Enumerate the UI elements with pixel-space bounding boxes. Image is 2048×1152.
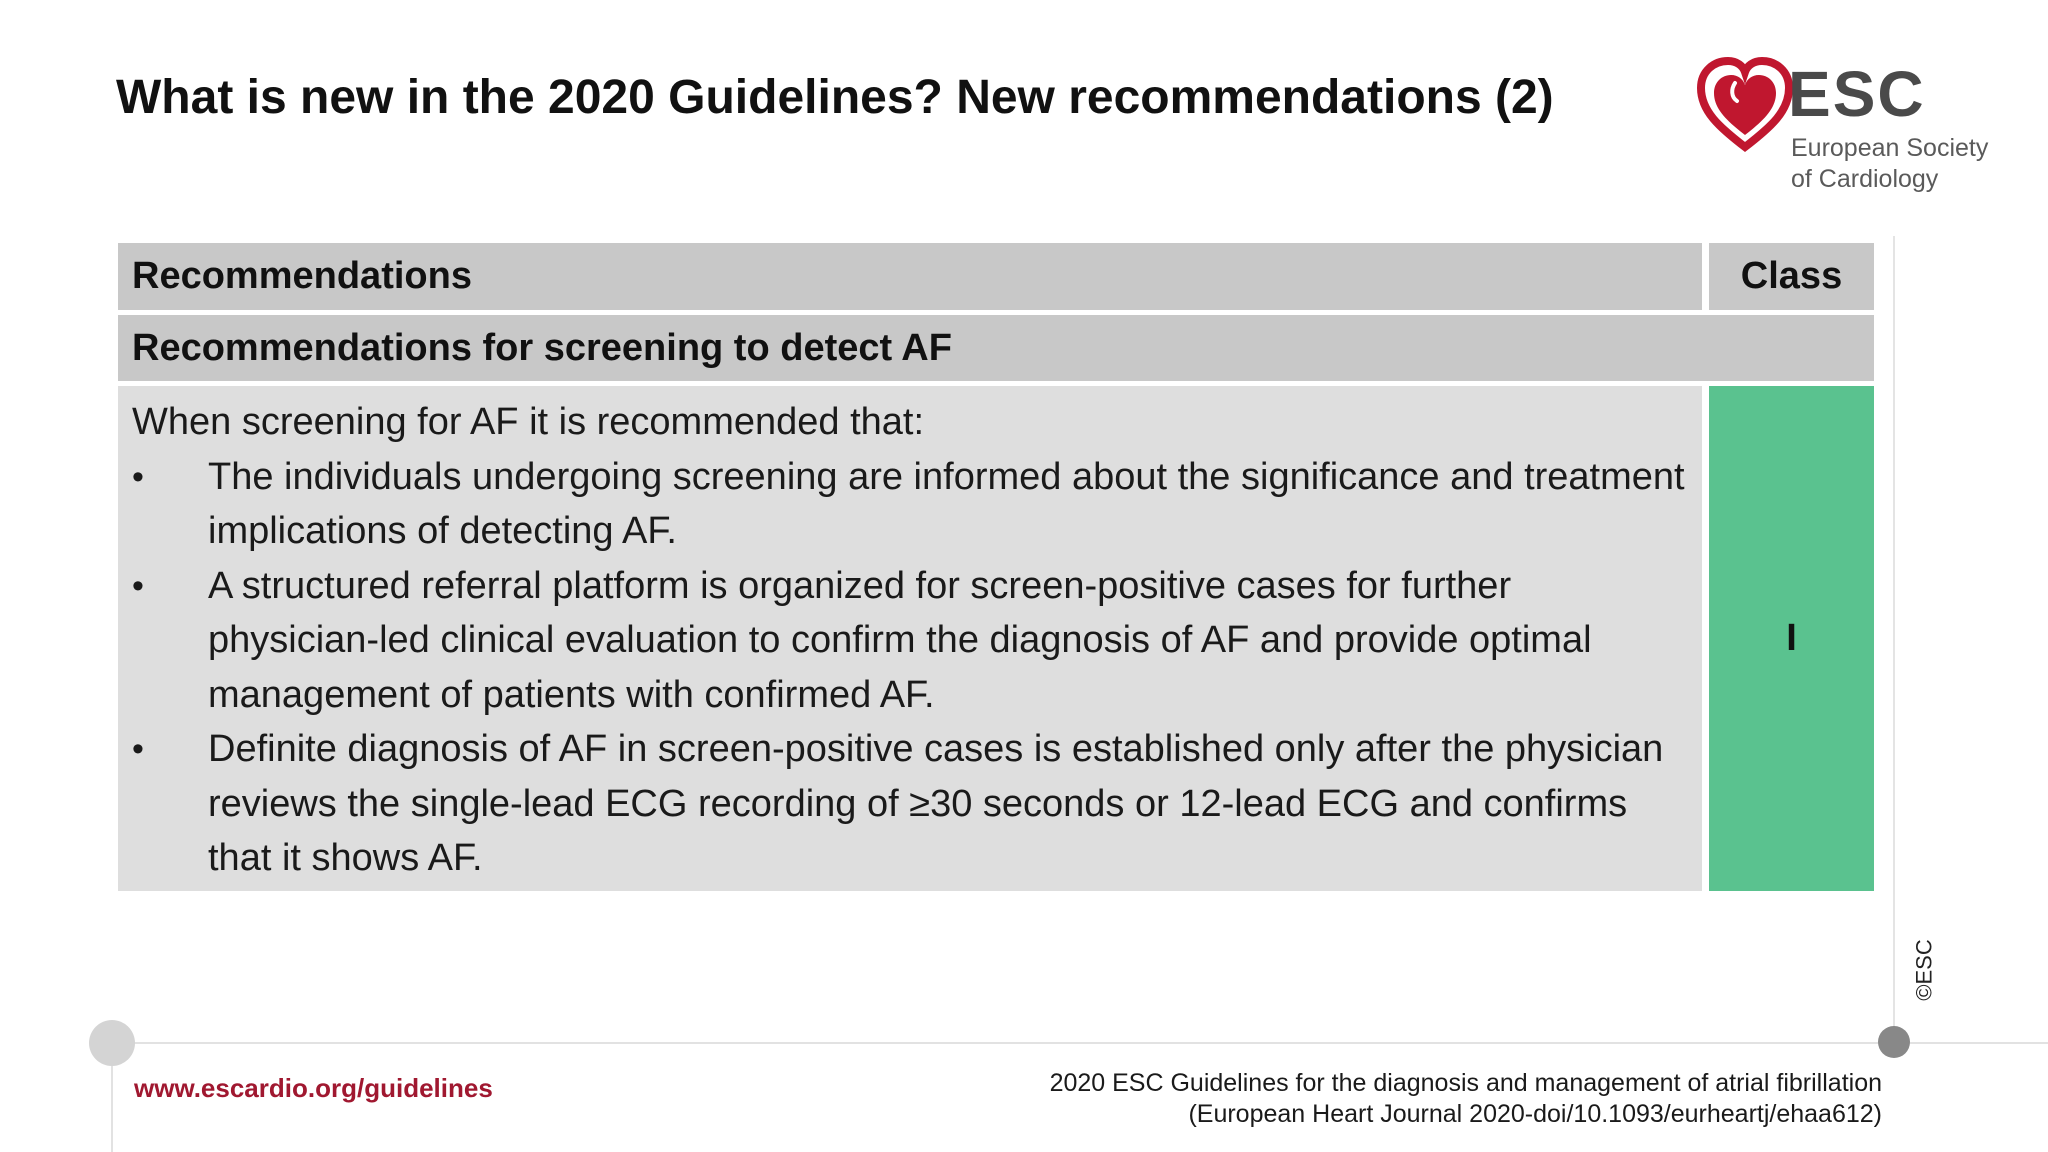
logo-text: ESC: [1788, 58, 1926, 130]
reference-line1: 2020 ESC Guidelines for the diagnosis and management of atrial fibrillation: [1049, 1069, 1882, 1097]
footer-divider: [112, 1042, 2048, 1044]
logo-subtitle-line1: European Society: [1791, 134, 1989, 162]
heart-logo-icon: [1695, 55, 1795, 155]
footer-circle-left: [89, 1020, 135, 1066]
slide-title: What is new in the 2020 Guidelines? New recommendations (2): [116, 71, 1554, 124]
bullet-icon: •: [132, 566, 144, 605]
bullet-text: Definite diagnosis of AF in screen-positive cases is established only after the physician reviews the single-lead ECG recording of ≥30 seconds or 12-lead ECG and confirms that it shows AF.: [208, 728, 1664, 879]
side-divider: [1893, 236, 1895, 1041]
header-class: Class: [1709, 243, 1874, 310]
class-badge: I: [1709, 386, 1874, 891]
copyright-notice: [1880, 930, 1970, 1010]
bullet-icon: •: [132, 457, 144, 496]
bullet-text: The individuals undergoing screening are informed about the significance and treatment implications of detecting AF.: [208, 455, 1685, 552]
bullet-text: A structured referral platform is organized for screen-positive cases for further physician-led clinical evaluation to confirm the diagnosis of AF and provide optimal management of patients with confirmed AF.: [208, 564, 1592, 716]
footer-reference: [1050, 1068, 1882, 1130]
recommendation-bullets: [132, 450, 1688, 886]
reference-line2: (European Heart Journal 2020-doi/10.1093/eurheartj/ehaa612): [1188, 1100, 1882, 1128]
logo-subtitle-line2: of Cardiology: [1791, 165, 1939, 193]
logo-subtitle: [1791, 133, 1988, 195]
esc-logo: [1695, 55, 1989, 205]
footer-circle-right: [1878, 1026, 1910, 1058]
recommendation-text-cell: [118, 386, 1702, 891]
bullet-item: [132, 722, 1688, 886]
copyright-text: ©ESC: [1911, 939, 1937, 1001]
bullet-item: [132, 450, 1688, 559]
section-title: Recommendations for screening to detect AF: [118, 315, 1874, 381]
bullet-icon: •: [132, 730, 144, 768]
recommendation-intro: When screening for AF it is recommended that:: [132, 401, 925, 443]
guidelines-link[interactable]: www.escardio.org/guidelines: [134, 1073, 493, 1103]
footer-left-divider: [111, 1066, 113, 1152]
bullet-item: [132, 559, 1688, 723]
header-recommendations: Recommendations: [118, 243, 1702, 310]
